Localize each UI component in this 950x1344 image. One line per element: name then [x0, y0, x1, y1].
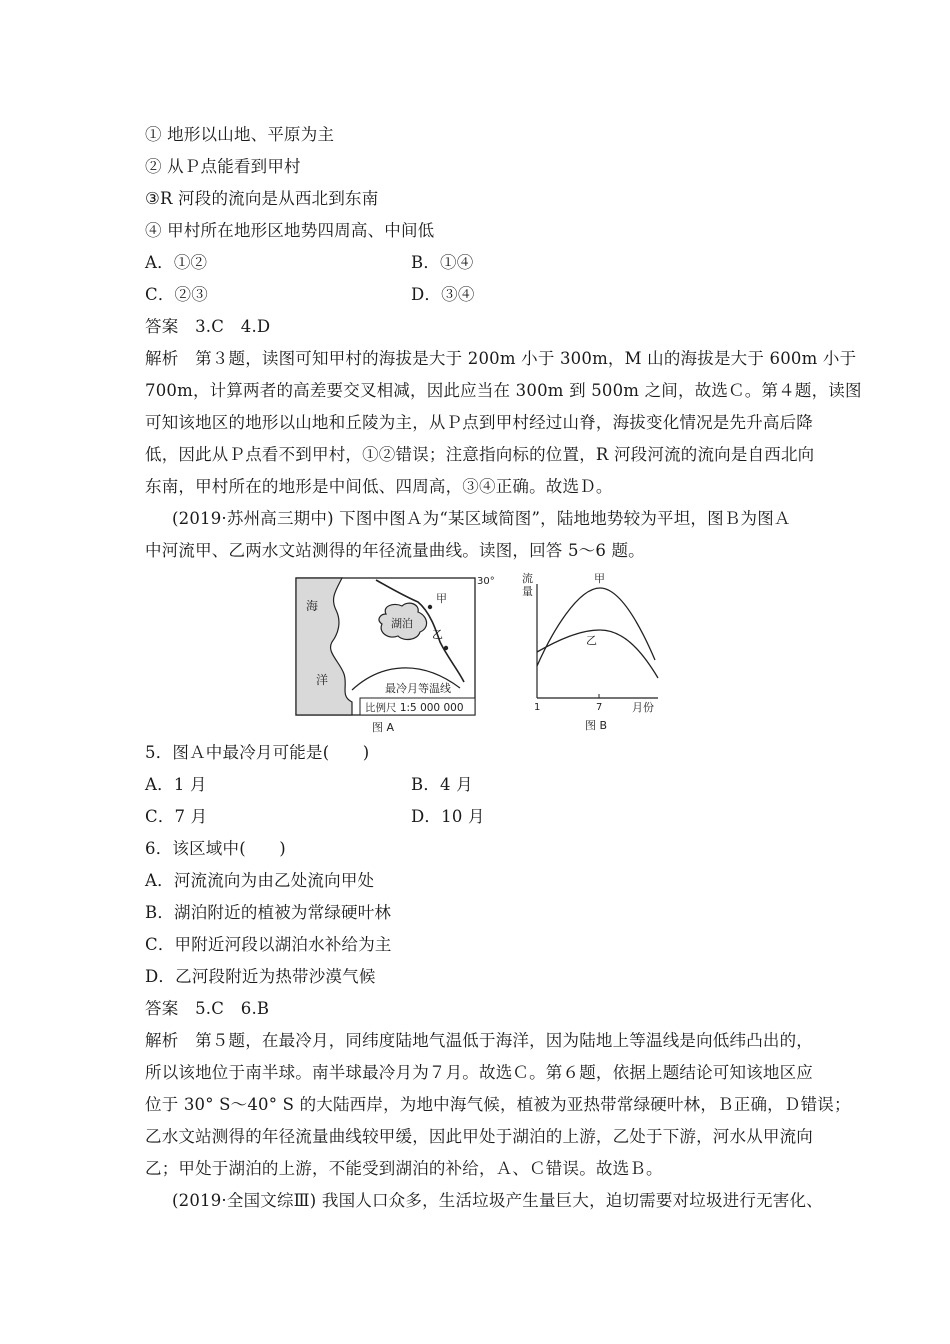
answer-5-6: 答案 5.C 6.B [145, 999, 270, 1018]
map-a [296, 576, 495, 734]
option-d: D．③④ [411, 285, 475, 304]
q6-option-c: C．甲附近河段以湖泊水补给为主 [145, 935, 392, 954]
statement-2: ② 从Ｐ点能看到甲村 [145, 157, 301, 176]
statement-1: ① 地形以山地、平原为主 [145, 125, 335, 144]
analysis-3-4-line: 低，因此从Ｐ点看不到甲村，①②错误；注意指向标的位置，R 河段河流的流向是自西北向 [145, 445, 815, 464]
scale-label: 比例尺 1:5 000 000 [365, 702, 464, 714]
y-label-part-2: 量 [522, 585, 533, 598]
option-b: B．①④ [411, 253, 474, 272]
analysis-3-4-line: 东南，甲村所在的地形是中间低、四周高，③④正确。故选Ｄ。 [145, 477, 613, 496]
analysis-5-6-line: 解析 第５题，在最冷月，同纬度陆地气温低于海洋，因为陆地上等温线是向低纬凸出的， [145, 1031, 813, 1050]
q5-option-d: D．10 月 [411, 807, 485, 826]
statement-4: ④ 甲村所在地形区地势四周高、中间低 [145, 221, 435, 240]
q6-option-d: D．乙河段附近为热带沙漠气候 [145, 967, 376, 986]
latitude-label: 30° [477, 576, 495, 587]
q5-option-a: A．1 月 [145, 775, 207, 794]
q5-option-b: B．4 月 [411, 775, 473, 794]
map-yi-label: 乙 [432, 628, 443, 641]
option-c: C．②③ [145, 285, 208, 304]
q6-option-a: A．河流流向为由乙处流向甲处 [145, 871, 375, 890]
station-jia-dot [428, 605, 432, 609]
series-yi-curve [537, 630, 658, 678]
statement-3: ③R 河段的流向是从西北到东南 [145, 189, 379, 208]
question-6-stem: 6．该区域中( ) [145, 839, 286, 858]
intro-5-6-line: 中河流甲、乙两水文站测得的年径流量曲线。读图，回答 5～6 题。 [145, 541, 645, 560]
analysis-5-6-line: 位于 30° S～40° S 的大陆西岸，为地中海气候，植被为亚热带常绿硬叶林，Ｂ正确，Ｄ错误； [145, 1095, 851, 1114]
caption-b: 图 B [585, 719, 608, 732]
analysis-5-6-line: 乙水文站测得的年径流量曲线较甲缓，因此甲处于湖泊的上游，乙处于下游，河水从甲流向 [145, 1127, 813, 1146]
x-unit-label: 月份 [632, 701, 654, 714]
caption-a: 图 A [372, 721, 395, 734]
series-jia-curve [537, 588, 655, 666]
station-yi-dot [444, 646, 448, 650]
x-tick-label-1: 1 [534, 702, 541, 713]
analysis-5-6-line: 所以该地位于南半球。南半球最冷月为７月。故选Ｃ。第６题，依据上题结论可知该地区应 [145, 1063, 813, 1082]
intro-5-6-line: (2019·苏州高三期中) 下图中图Ａ为“某区域简图”，陆地地势较为平坦，图Ｂ为图Ａ [172, 509, 791, 528]
y-label-part-1: 流 [522, 572, 533, 585]
option-a: A．①② [145, 253, 208, 272]
chart-b [522, 571, 658, 732]
answer-3-4: 答案 3.C 4.D [145, 317, 271, 336]
isotherm-label: 最冷月等温线 [385, 682, 451, 695]
analysis-3-4-line: 700m，计算两者的高差要交叉相减，因此应当在 300m 到 500m 之间，故选Ｃ。第４题，读图 [145, 381, 862, 400]
chart-yi-label: 乙 [586, 634, 597, 647]
chart-jia-label: 甲 [594, 572, 605, 585]
q5-option-c: C．7 月 [145, 807, 208, 826]
analysis-3-4-line: 可知该地区的地形以山地和丘陵为主，从Ｐ点到甲村经过山脊，海拔变化情况是先升高后降 [145, 413, 813, 432]
map-jia-label: 甲 [436, 592, 447, 605]
figure-a-b [290, 570, 690, 740]
lake-label: 湖泊 [391, 617, 413, 630]
sea-label-2: 洋 [316, 673, 329, 687]
x-tick-label-7: 7 [596, 702, 603, 713]
sea-label-1: 海 [306, 599, 319, 613]
analysis-5-6-line: 乙；甲处于湖泊的上游，不能受到湖泊的补给，Ａ、Ｃ错误。故选Ｂ。 [145, 1159, 663, 1178]
analysis-3-4-line: 解析 第３题，读图可知甲村的海拔是大于 200m 小于 300m，M 山的海拔是大于 600m 小于 [145, 349, 857, 368]
q6-option-b: B．湖泊附近的植被为常绿硬叶林 [145, 903, 392, 922]
intro-next-question: (2019·全国文综Ⅲ) 我国人口众多，生活垃圾产生量巨大，迫切需要对垃圾进行无害化、 [172, 1191, 823, 1210]
question-5-stem: 5．图Ａ中最冷月可能是( ) [145, 743, 370, 762]
